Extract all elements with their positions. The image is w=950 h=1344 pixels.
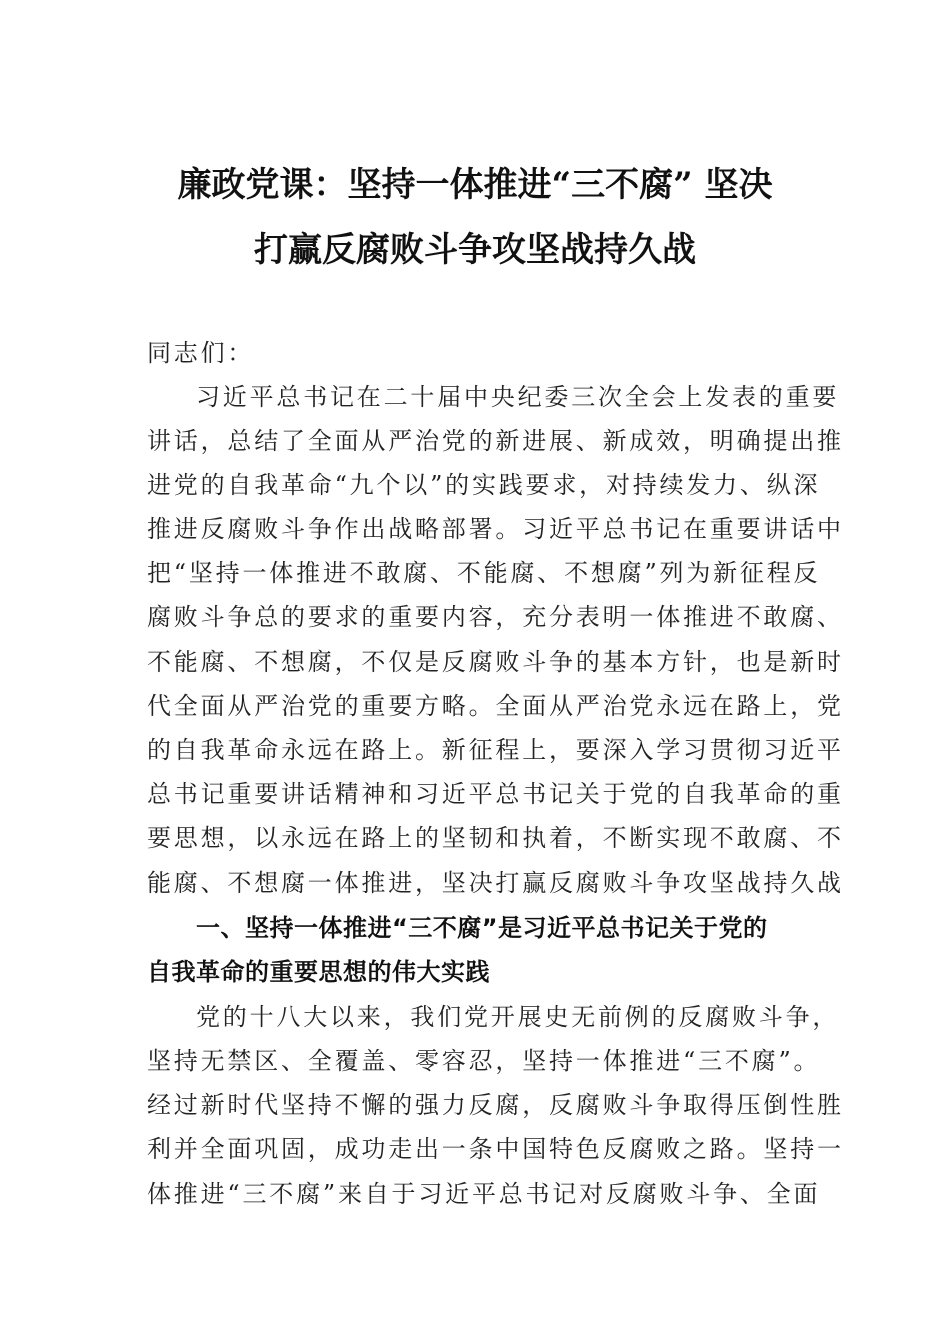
paragraph-line: 进党的自我革命“九个以”的实践要求，对持续发力、纵深 xyxy=(147,471,821,499)
paragraph-line: 要思想，以永远在路上的坚韧和执着，不断实现不敢腐、不 xyxy=(147,824,844,852)
paragraph-line: 体推进“三不腐”来自于习近平总书记对反腐败斗争、全面 xyxy=(147,1180,821,1208)
section-heading-line: 一、坚持一体推进“三不腐”是习近平总书记关于党的 xyxy=(196,914,768,942)
paragraph-line: 讲话，总结了全面从严治党的新进展、新成效，明确提出推 xyxy=(147,427,844,455)
paragraph-line: 坚持无禁区、全覆盖、零容忍，坚持一体推进“三不腐”。 xyxy=(147,1047,821,1075)
document-title-line-2: 打赢反腐败斗争攻坚战持久战 xyxy=(254,230,696,270)
paragraph-line: 的自我革命永远在路上。新征程上，要深入学习贯彻习近平 xyxy=(147,736,844,764)
paragraph-line: 代全面从严治党的重要方略。全面从严治党永远在路上，党 xyxy=(147,692,844,720)
paragraph-line: 习近平总书记在二十届中央纪委三次全会上发表的重要 xyxy=(196,383,840,411)
paragraph-line: 推进反腐败斗争作出战略部署。习近平总书记在重要讲话中 xyxy=(147,515,844,543)
paragraph-line: 把“坚持一体推进不敢腐、不能腐、不想腐”列为新征程反 xyxy=(147,559,821,587)
section-heading-line: 自我革命的重要思想的伟大实践 xyxy=(147,958,490,986)
paragraph-line: 经过新时代坚持不懈的强力反腐，反腐败斗争取得压倒性胜 xyxy=(147,1091,844,1119)
salutation: 同志们： xyxy=(147,339,255,367)
paragraph-line: 腐败斗争总的要求的重要内容，充分表明一体推进不敢腐、 xyxy=(147,603,844,631)
paragraph-line: 利并全面巩固，成功走出一条中国特色反腐败之路。坚持一 xyxy=(147,1135,844,1163)
paragraph-line: 不能腐、不想腐，不仅是反腐败斗争的基本方针，也是新时 xyxy=(147,648,844,676)
document-title-line-1: 廉政党课：坚持一体推进“三不腐” 坚决 xyxy=(177,165,773,205)
paragraph-line: 党的十八大以来，我们党开展史无前例的反腐败斗争， xyxy=(196,1003,840,1031)
paragraph-line: 能腐、不想腐一体推进，坚决打赢反腐败斗争攻坚战持久战 xyxy=(147,869,844,897)
paragraph-line: 总书记重要讲话精神和习近平总书记关于党的自我革命的重 xyxy=(147,780,844,808)
